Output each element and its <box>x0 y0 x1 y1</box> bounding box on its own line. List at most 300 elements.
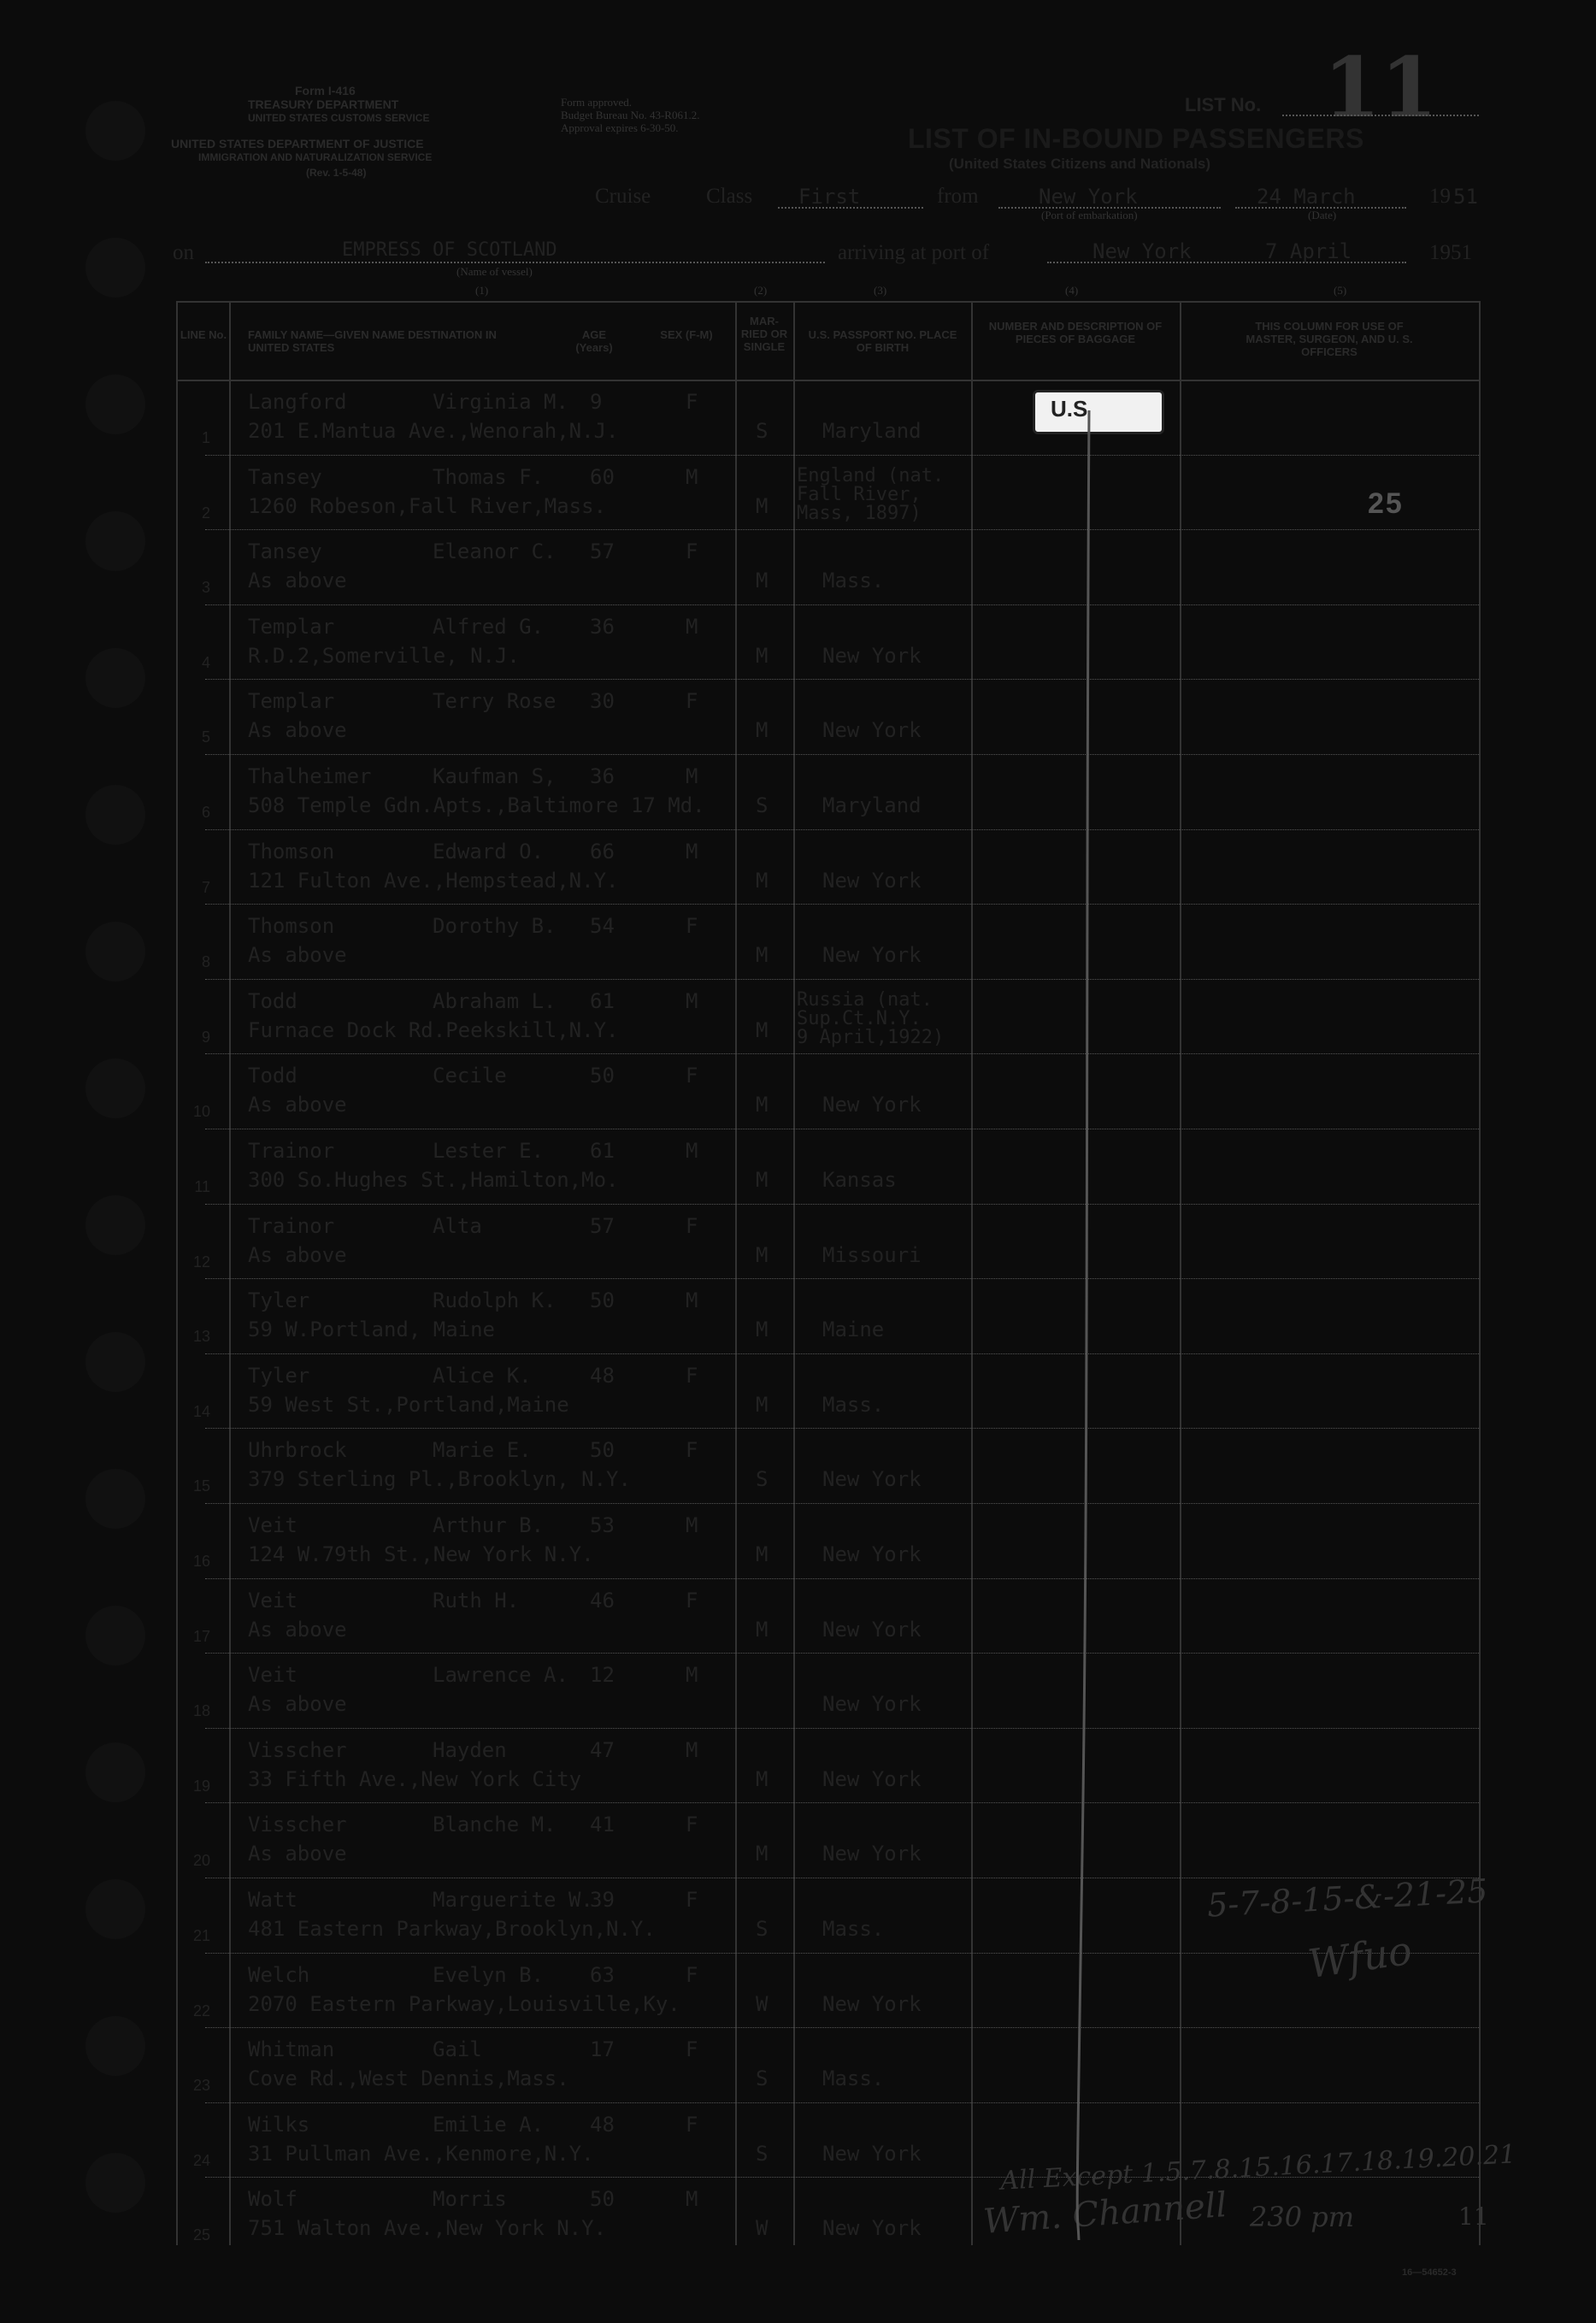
table-header-bottom <box>176 380 1479 381</box>
marital-status: M <box>756 1318 769 1342</box>
destination: 1260 Robeson,Fall River,Mass. <box>248 493 607 518</box>
line-number: 13 <box>192 1328 210 1346</box>
col-divider-baggage <box>971 301 973 2245</box>
line-number: 12 <box>192 1253 210 1271</box>
row-separator <box>205 1053 1479 1054</box>
vessel-line <box>205 262 825 263</box>
family-name: Tansey <box>248 464 322 489</box>
sex: F <box>686 1962 698 1987</box>
family-name: Veit <box>248 1588 297 1613</box>
destination: As above <box>248 1692 347 1717</box>
row-separator <box>205 1353 1479 1354</box>
age: 63 <box>590 1962 615 1987</box>
class-line <box>778 207 923 209</box>
punch-hole <box>85 785 145 845</box>
col-header-married: MAR-RIED OR SINGLE <box>740 315 788 353</box>
punch-hole <box>85 2016 145 2076</box>
place-of-birth: Maryland <box>822 419 922 443</box>
sex: M <box>686 464 698 489</box>
place-of-birth: Mass. <box>822 1392 885 1417</box>
marital-status: S <box>756 2067 769 2091</box>
given-name: Lawrence A. <box>433 1663 568 1688</box>
given-name: Marie E. <box>433 1438 532 1463</box>
age: 66 <box>590 839 615 864</box>
line-number: 6 <box>201 804 210 821</box>
destination: As above <box>248 1842 347 1866</box>
col-header-line: LINE No. <box>180 328 227 341</box>
marital-status: M <box>756 1766 769 1791</box>
age: 48 <box>590 2112 615 2137</box>
age: 30 <box>590 689 615 714</box>
initials: Wfuo <box>1304 1926 1415 1988</box>
punch-hole <box>85 238 145 298</box>
family-name: Tyler <box>248 1363 310 1388</box>
marital-status: W <box>756 1991 769 2016</box>
family-name: Visscher <box>248 1737 347 1762</box>
given-name: Ruth H. <box>433 1588 520 1613</box>
cruise-label: Cruise <box>595 185 651 208</box>
col-number-4: (4) <box>1065 284 1079 297</box>
line-number: 4 <box>201 653 210 671</box>
approval-line-1: Form approved. <box>561 96 633 109</box>
punch-hole <box>85 1469 145 1529</box>
destination: 33 Fifth Ave.,New York City <box>248 1766 582 1791</box>
punch-hole <box>85 1058 145 1118</box>
sex: M <box>686 764 698 788</box>
row-separator <box>205 2102 1479 2103</box>
marital-status: M <box>756 868 769 893</box>
line-number: 22 <box>192 2002 210 2019</box>
destination: As above <box>248 943 347 968</box>
col-divider-married <box>735 301 737 2245</box>
form-number: Form I-416 <box>295 84 356 97</box>
marital-status: M <box>756 1392 769 1417</box>
row-separator <box>205 455 1479 456</box>
place-of-birth: Russia (nat. <box>797 988 933 1011</box>
destination: 124 W.79th St.,New York N.Y. <box>248 1542 594 1566</box>
line-number: 1 <box>201 429 210 446</box>
given-name: Edward O. <box>433 839 545 864</box>
given-name: Alfred G. <box>433 614 545 639</box>
inspection-time: 230 pm <box>1250 2201 1355 2233</box>
place-of-birth: New York <box>822 718 922 743</box>
marital-status: S <box>756 419 769 443</box>
row-separator <box>205 829 1479 830</box>
marital-status: M <box>756 1617 769 1642</box>
age: 46 <box>590 1588 615 1613</box>
family-name: Wolf <box>248 2187 297 2212</box>
list-no-label: LIST No. <box>1185 94 1262 115</box>
destination: 751 Walton Ave.,New York N.Y. <box>248 2216 607 2241</box>
marital-status: M <box>756 1017 769 1042</box>
row-separator <box>205 1802 1479 1803</box>
approval-line-2: Budget Bureau No. 43-R061.2. <box>561 109 700 121</box>
destination: 481 Eastern Parkway,Brooklyn,N.Y. <box>248 1917 656 1941</box>
line-number: 7 <box>201 878 210 896</box>
justice-department: UNITED STATES DEPARTMENT OF JUSTICE <box>171 137 424 150</box>
row-separator <box>205 604 1479 605</box>
place-of-birth: New York <box>822 2216 922 2241</box>
row-separator <box>205 1204 1479 1205</box>
from-label: from <box>937 185 979 208</box>
place-of-birth: New York <box>822 1467 922 1492</box>
destination: R.D.2,Somerville, N.J. <box>248 643 520 668</box>
row-separator <box>205 1578 1479 1579</box>
place-of-birth: 9 April,1922) <box>797 1026 945 1048</box>
age: 12 <box>590 1663 615 1688</box>
embark-port: New York <box>1039 185 1138 209</box>
approval-line-3: Approval expires 6-30-50. <box>561 121 679 134</box>
line-number: 11 <box>194 1178 210 1195</box>
age: 47 <box>590 1737 615 1762</box>
side-note: 5-7-8-15-&-21-25 <box>1206 1872 1489 1925</box>
vessel-caption: (Name of vessel) <box>456 265 533 278</box>
col-header-passport: U.S. PASSPORT NO. PLACE OF BIRTH <box>808 328 957 354</box>
sex: M <box>686 1663 698 1688</box>
place-of-birth: Mass. <box>822 2067 885 2091</box>
line-number: 19 <box>192 1777 210 1795</box>
line-number: 20 <box>192 1852 210 1870</box>
sex: F <box>686 2037 698 2062</box>
given-name: Virginia M. <box>433 390 568 414</box>
family-name: Veit <box>248 1513 297 1537</box>
sex: M <box>686 839 698 864</box>
row-separator <box>205 679 1479 680</box>
age: 57 <box>590 1213 615 1238</box>
given-name: Hayden <box>433 1737 507 1762</box>
sex: M <box>686 1139 698 1163</box>
given-name: Evelyn B. <box>433 1962 545 1987</box>
punch-hole <box>85 511 145 571</box>
age: 48 <box>590 1363 615 1388</box>
sex: M <box>686 2187 698 2212</box>
punch-hole <box>85 922 145 982</box>
destination: 379 Sterling Pl.,Brooklyn, N.Y. <box>248 1467 631 1492</box>
line-number: 5 <box>201 728 210 746</box>
family-name: Templar <box>248 614 335 639</box>
family-name: Visscher <box>248 1813 347 1837</box>
given-name: Rudolph K. <box>433 1288 557 1313</box>
family-name: Todd <box>248 1064 297 1088</box>
vessel-name: EMPRESS OF SCOTLAND <box>342 239 557 261</box>
family-name: Tansey <box>248 539 322 564</box>
col-divider-name <box>229 301 231 2245</box>
col-header-sex: SEX (F-M) <box>660 328 713 341</box>
sex: M <box>686 1513 698 1537</box>
sex: F <box>686 390 698 414</box>
place-of-birth: New York <box>822 1991 922 2016</box>
col-header-baggage: NUMBER AND DESCRIPTION OF PIECES OF BAGGAGE <box>988 320 1163 345</box>
punch-hole <box>85 101 145 161</box>
line-number: 16 <box>192 1553 210 1570</box>
age: 39 <box>590 1888 615 1912</box>
place-of-birth: New York <box>822 1617 922 1642</box>
marital-status: M <box>756 569 769 593</box>
age: 60 <box>590 464 615 489</box>
punch-hole <box>85 1879 145 1939</box>
marital-status: W <box>756 2216 769 2241</box>
punch-hole <box>85 2153 145 2213</box>
date-caption: (Date) <box>1308 209 1337 221</box>
place-of-birth: New York <box>822 1542 922 1566</box>
punch-hole <box>85 1195 145 1255</box>
line-number: 2 <box>201 504 210 522</box>
place-of-birth: New York <box>822 1842 922 1866</box>
row-separator <box>205 1728 1479 1729</box>
year-suffix: 51 <box>1453 185 1478 209</box>
line-number: 25 <box>192 2226 210 2244</box>
sex: F <box>686 1888 698 1912</box>
punch-hole <box>85 374 145 434</box>
age: 50 <box>590 1288 615 1313</box>
sex: F <box>686 1438 698 1463</box>
year-prefix: 19 <box>1429 185 1451 208</box>
sex: F <box>686 1213 698 1238</box>
table-top-border <box>176 301 1479 303</box>
embark-port-caption: (Port of embarkation) <box>1041 209 1138 221</box>
place-of-birth: Mass, 1897) <box>797 502 922 524</box>
sex: M <box>686 1288 698 1313</box>
sex: F <box>686 1813 698 1837</box>
punch-hole <box>85 648 145 708</box>
place-of-birth: Fall River, <box>797 483 922 505</box>
sex: M <box>686 1737 698 1762</box>
given-name: Blanche M. <box>433 1813 557 1837</box>
given-name: Thomas F. <box>433 464 545 489</box>
age: 41 <box>590 1813 615 1837</box>
on-label: on <box>173 241 194 264</box>
place-of-birth: Kansas <box>822 1168 897 1192</box>
marital-status: M <box>756 493 769 518</box>
age: 50 <box>590 2187 615 2212</box>
age: 9 <box>590 390 603 414</box>
age: 57 <box>590 539 615 564</box>
destination: 300 So.Hughes St.,Hamilton,Mo. <box>248 1168 619 1192</box>
sex: F <box>686 1064 698 1088</box>
us-stamp-text: U.S <box>1051 396 1088 422</box>
arrival-port: New York <box>1092 239 1192 263</box>
marital-status: S <box>756 793 769 817</box>
marital-status: S <box>756 2141 769 2166</box>
marital-status: M <box>756 943 769 968</box>
line-number: 24 <box>192 2151 210 2169</box>
line-number: 23 <box>192 2077 210 2095</box>
age: 61 <box>590 1139 615 1163</box>
place-of-birth: New York <box>822 1093 922 1117</box>
marital-status: M <box>756 1242 769 1267</box>
marital-status: M <box>756 1093 769 1117</box>
destination: 121 Fulton Ave.,Hempstead,N.Y. <box>248 868 619 893</box>
place-of-birth: New York <box>822 868 922 893</box>
age: 50 <box>590 1438 615 1463</box>
arrival-year: 1951 <box>1429 241 1472 264</box>
col-divider-officers <box>1180 301 1181 2245</box>
age: 61 <box>590 988 615 1013</box>
line-number: 8 <box>201 953 210 971</box>
place-of-birth: Sup.Ct.N.Y. <box>797 1007 922 1029</box>
marital-status: S <box>756 1467 769 1492</box>
marital-status: M <box>756 718 769 743</box>
given-name: Eleanor C. <box>433 539 557 564</box>
family-name: Veit <box>248 1663 297 1688</box>
col-number-3: (3) <box>874 284 887 297</box>
given-name: Abraham L. <box>433 988 557 1013</box>
destination: As above <box>248 569 347 593</box>
given-name: Emilie A. <box>433 2112 545 2137</box>
destination: 201 E.Mantua Ave.,Wenorah,N.J. <box>248 419 619 443</box>
sex: F <box>686 689 698 714</box>
given-name: Alta <box>433 1213 482 1238</box>
sex: M <box>686 614 698 639</box>
destination: As above <box>248 1093 347 1117</box>
place-of-birth: England (nat. <box>797 464 945 486</box>
marital-status: M <box>756 1842 769 1866</box>
mark-11: 11 <box>1458 2202 1489 2231</box>
given-name: Gail <box>433 2037 482 2062</box>
footer-code: 16—54652-3 <box>1402 2267 1457 2278</box>
line-number: 3 <box>201 579 210 597</box>
family-name: Trainor <box>248 1139 335 1163</box>
destination: Cove Rd.,West Dennis,Mass. <box>248 2067 569 2091</box>
marital-status: M <box>756 1542 769 1566</box>
destination: 508 Temple Gdn.Apts.,Baltimore 17 Md. <box>248 793 705 817</box>
given-name: Terry Rose <box>433 689 557 714</box>
family-name: Langford <box>248 390 347 414</box>
family-name: Todd <box>248 988 297 1013</box>
col-number-1: (1) <box>475 284 489 297</box>
pencil-line <box>1060 402 1111 2249</box>
class-value: First <box>798 185 861 209</box>
family-name: Wilks <box>248 2112 310 2137</box>
destination: 2070 Eastern Parkway,Louisville,Ky. <box>248 1991 680 2016</box>
destination: Furnace Dock Rd.Peekskill,N.Y. <box>248 1017 619 1042</box>
age: 36 <box>590 614 615 639</box>
punch-hole <box>85 1332 145 1392</box>
col-header-name: FAMILY NAME—GIVEN NAME DESTINATION IN UNITED STATES <box>248 328 497 354</box>
destination: 59 W.Portland, Maine <box>248 1318 495 1342</box>
given-name: Alice K. <box>433 1363 532 1388</box>
place-of-birth: New York <box>822 2141 922 2166</box>
family-name: Templar <box>248 689 335 714</box>
class-label: Class <box>706 185 753 208</box>
row-separator <box>205 1953 1479 1954</box>
place-of-birth: New York <box>822 943 922 968</box>
given-name: Dorothy B. <box>433 914 557 939</box>
age: 36 <box>590 764 615 788</box>
place-of-birth: Mass. <box>822 569 885 593</box>
all-except-note: All Except 1.5.7.8.15.16.17.18.19.20.21 <box>999 2139 1517 2196</box>
officer-signature: Wm. Channell <box>981 2185 1228 2242</box>
place-of-birth: Missouri <box>822 1242 922 1267</box>
arriving-label: arriving at port of <box>838 241 990 264</box>
marital-status: S <box>756 1917 769 1941</box>
embark-date: 24 March <box>1257 185 1356 209</box>
treasury-department: TREASURY DEPARTMENT <box>248 97 399 111</box>
place-of-birth: New York <box>822 1766 922 1791</box>
officer-stamp-mark <box>1240 487 1404 521</box>
age: 54 <box>590 914 615 939</box>
row-separator <box>205 1503 1479 1504</box>
revision: (Rev. 1-5-48) <box>306 167 367 179</box>
sex: F <box>686 539 698 564</box>
row-separator <box>205 2027 1479 2028</box>
line-number: 21 <box>192 1927 210 1944</box>
marital-status: M <box>756 643 769 668</box>
line-number: 14 <box>192 1402 210 1420</box>
line-number: 18 <box>192 1702 210 1720</box>
place-of-birth: Maryland <box>822 793 922 817</box>
family-name: Trainor <box>248 1213 335 1238</box>
destination: As above <box>248 1242 347 1267</box>
family-name: Watt <box>248 1888 297 1912</box>
list-no-line <box>1282 115 1479 116</box>
row-separator <box>205 1653 1479 1654</box>
line-number: 10 <box>192 1103 210 1121</box>
list-no-value: 11 <box>1323 39 1438 136</box>
given-name: Kaufman S, <box>433 764 557 788</box>
line-number: 15 <box>192 1477 210 1495</box>
punch-hole <box>85 1606 145 1666</box>
family-name: Welch <box>248 1962 310 1987</box>
family-name: Tyler <box>248 1288 310 1313</box>
place-of-birth: New York <box>822 643 922 668</box>
sex: F <box>686 2112 698 2137</box>
document-subtitle: (United States Citizens and Nationals) <box>949 156 1211 172</box>
col-header-age: AGE (Years) <box>575 328 613 354</box>
sex: F <box>686 1363 698 1388</box>
col-number-2: (2) <box>754 284 768 297</box>
immigration-service: IMMIGRATION AND NATURALIZATION SERVICE <box>198 151 433 163</box>
sex: F <box>686 914 698 939</box>
place-of-birth: Mass. <box>822 1917 885 1941</box>
given-name: Cecile <box>433 1064 507 1088</box>
punch-hole <box>85 1742 145 1802</box>
table-right-border <box>1479 301 1481 2245</box>
col-divider-passport <box>793 301 795 2245</box>
family-name: Uhrbrock <box>248 1438 347 1463</box>
officer-stamp-number: 25 <box>1368 487 1404 520</box>
age: 53 <box>590 1513 615 1537</box>
row-separator <box>205 1428 1479 1429</box>
destination: As above <box>248 1617 347 1642</box>
row-separator <box>205 904 1479 905</box>
row-separator <box>205 529 1479 530</box>
marital-status: M <box>756 1168 769 1192</box>
row-separator <box>205 754 1479 755</box>
col-number-5: (5) <box>1334 284 1347 297</box>
family-name: Whitman <box>248 2037 335 2062</box>
place-of-birth: New York <box>822 1692 922 1717</box>
given-name: Arthur B. <box>433 1513 545 1537</box>
family-name: Thomson <box>248 914 335 939</box>
arrival-line <box>1047 262 1406 263</box>
age: 50 <box>590 1064 615 1088</box>
family-name: Thomson <box>248 839 335 864</box>
family-name: Thalheimer <box>248 764 372 788</box>
destination: 59 West St.,Portland,Maine <box>248 1392 569 1417</box>
given-name: Lester E. <box>433 1139 545 1163</box>
line-number: 17 <box>192 1627 210 1645</box>
age: 17 <box>590 2037 615 2062</box>
arrival-date: 7 April <box>1265 239 1352 263</box>
row-separator <box>205 1278 1479 1279</box>
customs-service: UNITED STATES CUSTOMS SERVICE <box>248 112 430 124</box>
col-header-officers: THIS COLUMN FOR USE OF MASTER, SURGEON, AND U. S. OFFICERS <box>1246 320 1413 358</box>
destination: As above <box>248 718 347 743</box>
row-separator <box>205 979 1479 980</box>
line-number: 9 <box>201 1028 210 1046</box>
place-of-birth: Maine <box>822 1318 885 1342</box>
